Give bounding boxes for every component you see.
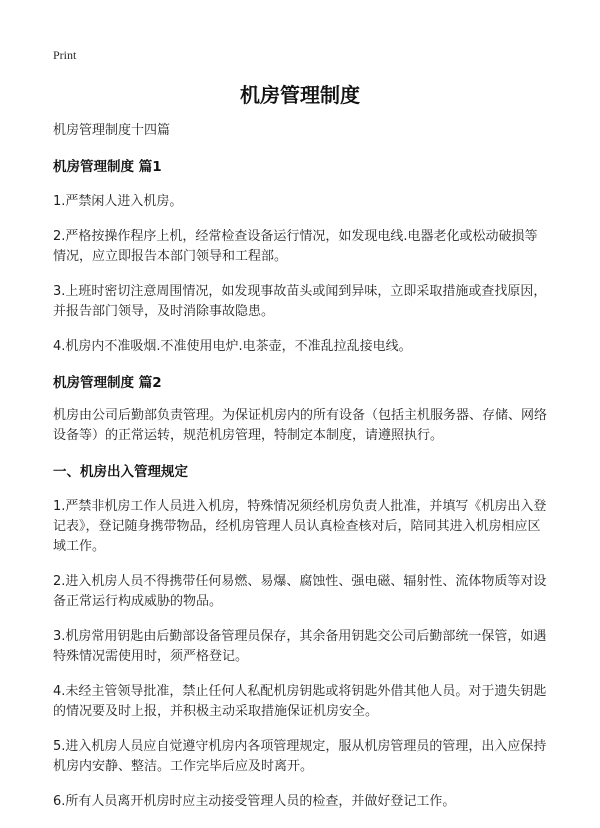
paragraph-3-2: 2.进入机房人员不得携带任何易燃、易爆、腐蚀性、强电磁、辐射性、流体物质等对设备正常运行构成威胁的物品。 (53, 574, 547, 609)
paragraph-3-6: 6.所有人员离开机房时应主动接受管理人员的检查，并做好登记工作。 (53, 794, 456, 809)
section-heading-3: 一、机房出入管理规定 (53, 464, 188, 480)
paragraph-3-5: 5.进入机房人员应自觉遵守机房内各项管理规定，服从机房管理员的管理，出入应保持机房内安静、整洁。工作完毕后应及时离开。 (53, 739, 547, 774)
document-subtitle: 机房管理制度十四篇 (53, 123, 171, 138)
paragraph-3-3: 3.机房常用钥匙由后勤部设备管理员保存，其余备用钥匙交公司后勤部统一保管，如遇特殊情况需使用时，须严格登记。 (53, 629, 547, 664)
paragraph-3-4: 4.未经主管领导批准，禁止任何人私配机房钥匙或将钥匙外借其他人员。对于遗失钥匙的情况要及时上报，并积极主动采取措施保证机房安全。 (53, 684, 547, 719)
paragraph-1-1: 1.严禁闲人进入机房。 (53, 194, 183, 209)
paragraph-1-2: 2.严格按操作程序上机，经常检查设备运行情况，如发现电线.电器老化或松动破损等情况，应立即报告本部门领导和工程部。 (53, 229, 538, 264)
paragraph-3-1: 1.严禁非机房工作人员进入机房，特殊情况须经机房负责人批准，并填写《机房出入登记表》，登记随身携带物品，经机房管理人员认真检查核对后，陪同其进入机房相应区域工作。 (53, 499, 547, 554)
section-heading-1: 机房管理制度 篇1 (53, 159, 162, 175)
paragraph-1-3: 3.上班时密切注意周围情况，如发现事故苗头或闻到异味，立即采取措施或查找原因，并报告部门领导，及时消除事故隐患。 (53, 284, 547, 319)
page-title: 机房管理制度 (240, 83, 360, 107)
print-link[interactable]: Print (53, 48, 77, 62)
paragraph-2-1: 机房由公司后勤部负责管理。为保证机房内的所有设备（包括主机服务器、存储、网络设备等）的正常运转，规范机房管理，特制定本制度，请遵照执行。 (53, 408, 548, 443)
paragraph-1-4: 4.机房内不准吸烟.不准使用电炉.电茶壶，不准乱拉乱接电线。 (53, 339, 412, 354)
section-heading-2: 机房管理制度 篇2 (53, 375, 162, 391)
